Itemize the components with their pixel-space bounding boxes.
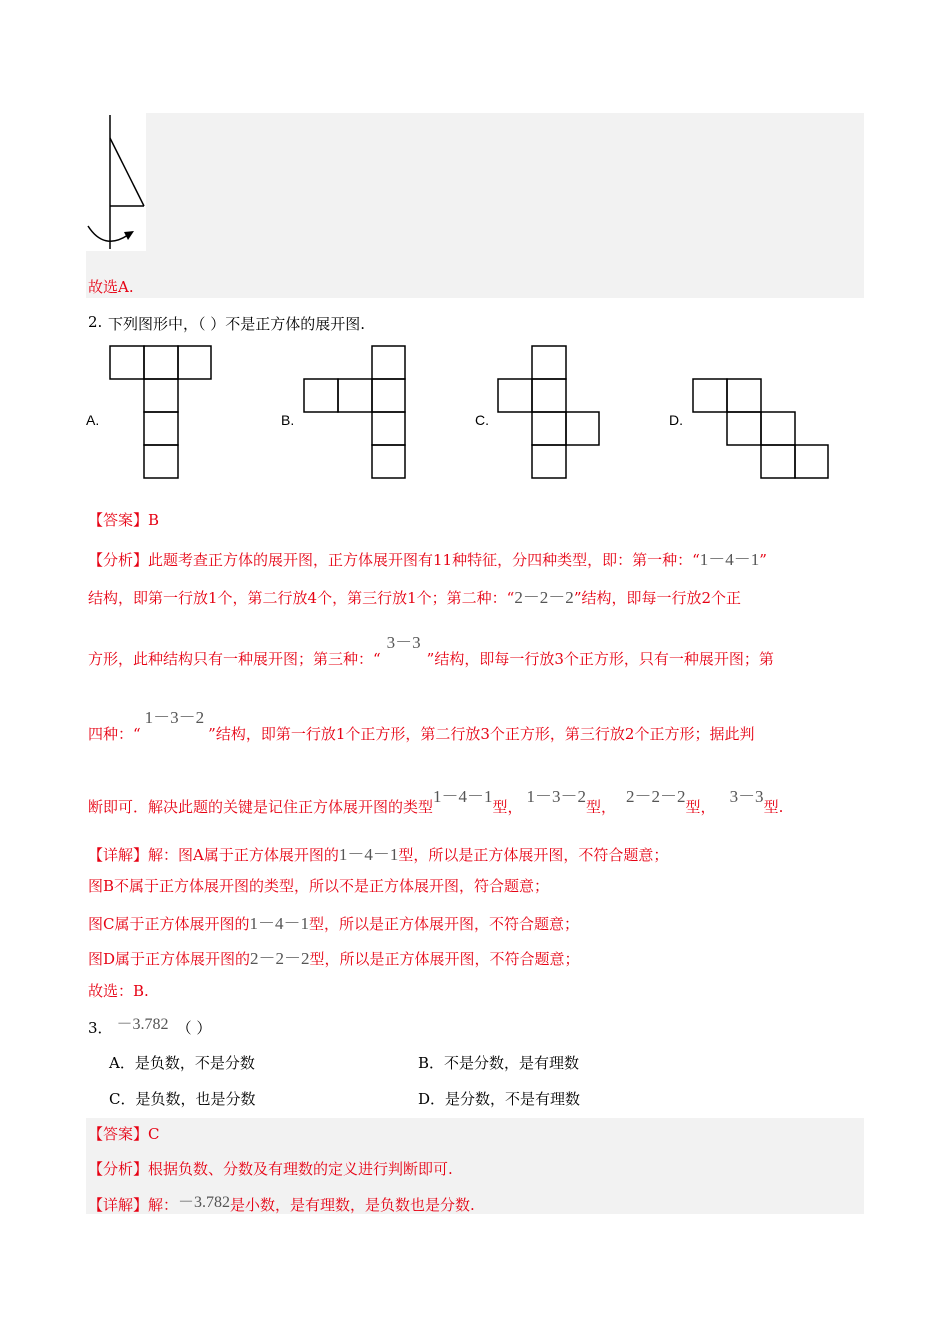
q2-analysis-text: ”结构，即每一行放3个正方形，只有一种展开图；第 <box>426 650 774 668</box>
q2-analysis-text: 型. <box>763 798 784 816</box>
q3-stem <box>88 1015 211 1038</box>
net-b <box>303 345 413 485</box>
q2-detail-text: 型，所以是正方体展开图，不符合题意； <box>308 915 579 933</box>
net-c-square <box>498 379 532 412</box>
math-141: 1－4－1 <box>433 787 493 806</box>
q2-analysis-line3 <box>88 633 774 669</box>
q1-answer-block <box>86 113 864 298</box>
q2-analysis-text: 型， <box>492 798 523 816</box>
q3-option-c: C．是负数，也是分数 <box>109 1090 256 1108</box>
rotation-figure-svg <box>86 113 146 251</box>
q2-analysis-line2 <box>88 583 741 608</box>
q2-analysis-text: 型， <box>586 798 617 816</box>
q3-analysis-tag: 【分析】 <box>88 1160 149 1178</box>
net-a-square <box>144 445 178 478</box>
net-a-square <box>110 346 144 379</box>
net-d-square <box>693 379 727 412</box>
net-b-square <box>304 379 338 412</box>
math-141: 1－4－1 <box>338 845 399 864</box>
math-33: 3－3 <box>386 633 421 652</box>
math-222: 2－2－2 <box>626 787 686 806</box>
rotation-figure <box>86 113 146 251</box>
math-222: 2－2－2 <box>250 949 310 968</box>
q2-analysis-tag: 【分析】 <box>88 551 149 569</box>
q3-option-d: D．是分数，不是有理数 <box>418 1090 581 1108</box>
q2-detail-text: 图D属于正方体展开图的 <box>88 950 251 968</box>
q2-option-b-label: B. <box>281 412 295 428</box>
q2-analysis-text: 四种：“ <box>88 725 141 743</box>
q2-answer: 【答案】B <box>88 511 160 529</box>
q2-option-c-label: C. <box>475 412 489 428</box>
q2-detail-line2: 图B不属于正方体展开图的类型，所以不是正方体展开图，符合题意； <box>88 877 550 895</box>
net-c-square <box>532 346 566 379</box>
math-222: 2－2－2 <box>514 588 574 607</box>
math-neg-3782: －3.782 <box>178 1194 231 1211</box>
q3-analysis-text: 根据负数、分数及有理数的定义进行判断即可. <box>148 1160 453 1178</box>
net-a-square <box>144 412 178 445</box>
q2-analysis-text: ”结构，即每一行放2个正 <box>573 589 742 607</box>
q3-detail <box>88 1192 475 1215</box>
net-c-square <box>532 379 566 412</box>
q2-detail-line4 <box>88 944 580 969</box>
q2-detail-text: 图C属于正方体展开图的 <box>88 915 250 933</box>
q2-analysis-text: 断即可．解决此题的关键是记住正方体展开图的类型 <box>88 798 434 816</box>
net-d-square <box>727 379 761 412</box>
q2-analysis-text: 型， <box>685 798 716 816</box>
math-33: 3－3 <box>729 787 764 806</box>
q2-analysis-text: ”结构，即第一行放1个正方形，第二行放3个正方形，第三行放2个正方形；据此判 <box>208 725 755 743</box>
q2-detail-text: 型，所以是正方体展开图，不符合题意； <box>398 846 669 864</box>
q2-analysis-line1 <box>88 545 767 570</box>
net-c-square <box>532 412 566 445</box>
q2-analysis-text: ” <box>759 551 767 569</box>
q2-stem: 下列图形中，（ ）不是正方体的展开图. <box>108 315 366 333</box>
q2-detail-tag: 【详解】 <box>88 846 149 864</box>
q2-detail-line3 <box>88 909 579 934</box>
math-132: 1－3－2 <box>526 787 587 806</box>
q2-analysis-line4 <box>88 708 755 744</box>
q2-conclusion: 故选：B. <box>88 982 149 1000</box>
net-a <box>109 345 219 485</box>
q3-option-a: A．是负数，不是分数 <box>109 1054 255 1072</box>
q2-analysis-text: 结构，即第一行放1个，第二行放4个，第三行放1个；第二种：“ <box>88 589 515 607</box>
net-d-square <box>795 445 828 478</box>
net-d-square <box>727 412 761 445</box>
net-c <box>497 345 607 485</box>
q2-option-d-label: D. <box>669 412 683 428</box>
q2-detail-line1 <box>88 840 668 865</box>
net-d-square <box>761 445 795 478</box>
q2-analysis-line5 <box>88 787 784 817</box>
net-a-square <box>144 379 178 412</box>
q3-answer: 【答案】C <box>88 1125 160 1143</box>
net-b-square <box>372 379 405 412</box>
net-b-square <box>338 379 372 412</box>
net-d-square <box>761 412 795 445</box>
net-d <box>692 378 837 488</box>
rotation-arrow-head <box>124 231 134 240</box>
net-c-square <box>566 412 599 445</box>
net-b-square <box>372 412 405 445</box>
triangle-hypotenuse <box>110 138 144 206</box>
q3-detail-text: 解： <box>148 1196 179 1214</box>
math-141: 1－4－1 <box>249 914 309 933</box>
q3-detail-tag: 【详解】 <box>88 1196 149 1214</box>
math-141: 1－4－1 <box>699 550 760 569</box>
net-c-square <box>532 445 566 478</box>
net-a-square <box>144 346 178 379</box>
q2-detail-text: 型，所以是正方体展开图，不符合题意； <box>309 950 580 968</box>
q3-detail-text: 是小数，是有理数，是负数也是分数. <box>230 1196 475 1214</box>
net-b-square <box>372 346 405 379</box>
q2-number: 2. <box>88 313 103 331</box>
q2-analysis-text: 此题考查正方体的展开图，正方体展开图有11种特征，分四种类型，即：第一种：“ <box>148 551 700 569</box>
q3-option-b: B．不是分数，是有理数 <box>418 1054 580 1072</box>
math-neg-3782: －3.782 <box>116 1016 169 1033</box>
math-132: 1－3－2 <box>144 708 205 727</box>
q3-analysis <box>88 1158 453 1179</box>
q1-conclusion: 故选A. <box>88 278 134 296</box>
rotation-arc <box>88 226 128 241</box>
q3-paren: （ ） <box>176 1019 212 1037</box>
net-b-square <box>372 445 405 478</box>
q2-option-a-label: A. <box>86 412 100 428</box>
q2-detail-text: 解：图A属于正方体展开图的 <box>148 846 339 864</box>
q2-analysis-text: 方形，此种结构只有一种展开图；第三种：“ <box>88 650 381 668</box>
net-a-square <box>178 346 211 379</box>
q3-number: 3． <box>88 1019 113 1037</box>
